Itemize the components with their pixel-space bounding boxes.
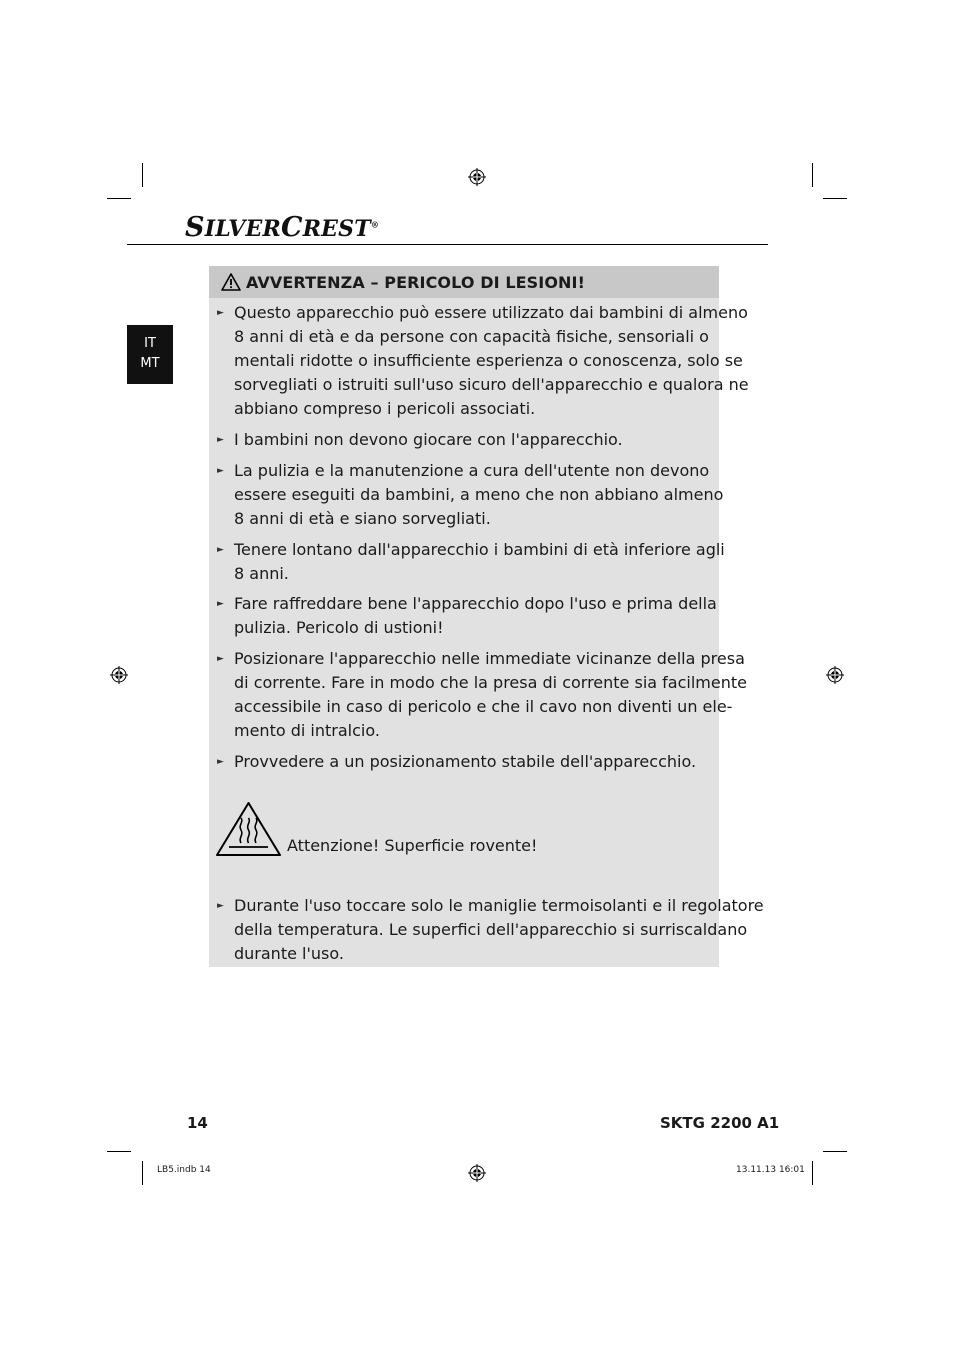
crop-mark <box>107 1151 131 1152</box>
text-line: 8 anni di età e siano sorvegliati. <box>234 509 491 528</box>
text-line: Posizionare l'apparecchio nelle immediate vicinanze della presa <box>234 649 745 668</box>
list-item-text <box>234 647 747 743</box>
crop-mark <box>823 1151 847 1152</box>
print-slug-file: LB5.indb 14 <box>157 1165 211 1175</box>
bullet-arrow-icon: ► <box>217 757 224 767</box>
text-line: della temperatura. Le superfici dell'apparecchio si surriscaldano <box>234 920 748 939</box>
bullet-arrow-icon: ► <box>217 466 224 476</box>
brand-letter: S <box>185 212 205 243</box>
list-item-text <box>234 301 749 421</box>
crop-mark <box>823 198 847 199</box>
model-number: SKTG 2200 A1 <box>660 1114 780 1132</box>
text-line: Provvedere a un posizionamento stabile dell'apparecchio. <box>234 752 697 771</box>
crop-mark <box>142 163 143 187</box>
list-item-text <box>234 538 725 586</box>
bullet-arrow-icon: ► <box>217 308 224 318</box>
brand-letter: C <box>280 212 303 243</box>
print-slug-timestamp: 13.11.13 16:01 <box>736 1165 805 1175</box>
registration-mark-icon <box>110 666 128 684</box>
text-line: 8 anni di età e da persone con capacità fisiche, sensoriali o <box>234 327 709 346</box>
trademark-symbol: ® <box>370 219 380 230</box>
list-item-text <box>234 750 706 774</box>
text-line: Durante l'uso toccare solo le maniglie termoisolanti e il regolatore <box>234 896 764 915</box>
bullet-arrow-icon: ► <box>217 545 224 555</box>
language-code: MT <box>140 356 160 371</box>
text-line: sorvegliati o istruiti sull'uso sicuro dell'apparecchio e qualora ne <box>234 375 749 394</box>
text-line: mentali ridotte o insufficiente esperienza o conoscenza, solo se <box>234 351 743 370</box>
bullet-arrow-icon: ► <box>217 599 224 609</box>
header-rule <box>127 244 768 245</box>
hot-surface-caption: Attenzione! Superficie rovente! <box>287 836 538 855</box>
text-line: di corrente. Fare in modo che la presa di corrente sia facilmente <box>234 673 747 692</box>
list-item-text <box>234 592 717 640</box>
brand-text: ILVER <box>204 216 281 242</box>
list-item-text <box>234 428 706 452</box>
warning-box <box>209 266 764 967</box>
text-line: Tenere lontano dall'apparecchio i bambini di età inferiore agli <box>234 540 725 559</box>
text-line: durante l'uso. <box>234 944 344 963</box>
hot-surface-icon <box>215 801 282 857</box>
bullet-arrow-icon: ► <box>217 654 224 664</box>
list-item-text <box>234 894 764 966</box>
warning-header <box>209 266 719 298</box>
text-line: mento di intralcio. <box>234 721 380 740</box>
page-number: 14 <box>187 1114 208 1132</box>
text-line: I bambini non devono giocare con l'apparecchio. <box>234 430 623 449</box>
text-line: Fare raffreddare bene l'apparecchio dopo l'uso e prima della <box>234 594 717 613</box>
crop-mark <box>142 1161 143 1185</box>
text-line: La pulizia e la manutenzione a cura dell'utente non devono <box>234 461 710 480</box>
crop-mark <box>107 198 131 199</box>
text-line: pulizia. Pericolo di ustioni! <box>234 618 444 637</box>
brand-logo <box>185 212 379 243</box>
crop-mark <box>812 163 813 187</box>
language-code: IT <box>144 336 156 351</box>
text-line: essere eseguiti da bambini, a meno che non abbiano almeno <box>234 485 724 504</box>
bullet-arrow-icon: ► <box>217 435 224 445</box>
registration-mark-icon <box>826 666 844 684</box>
registration-mark-icon <box>468 168 486 186</box>
brand-text: REST <box>302 216 371 242</box>
warning-title: AVVERTENZA – PERICOLO DI LESIONI! <box>246 273 585 292</box>
text-line: abbiano compreso i pericoli associati. <box>234 399 536 418</box>
bullet-arrow-icon: ► <box>217 901 224 911</box>
text-line: 8 anni. <box>234 564 289 583</box>
language-tab <box>127 325 173 384</box>
crop-mark <box>812 1161 813 1185</box>
warning-triangle-icon <box>221 273 241 291</box>
text-line: Questo apparecchio può essere utilizzato dai bambini di almeno <box>234 303 748 322</box>
registration-mark-icon <box>468 1164 486 1182</box>
text-line: accessibile in caso di pericolo e che il cavo non diventi un ele- <box>234 697 733 716</box>
list-item-text <box>234 459 724 531</box>
